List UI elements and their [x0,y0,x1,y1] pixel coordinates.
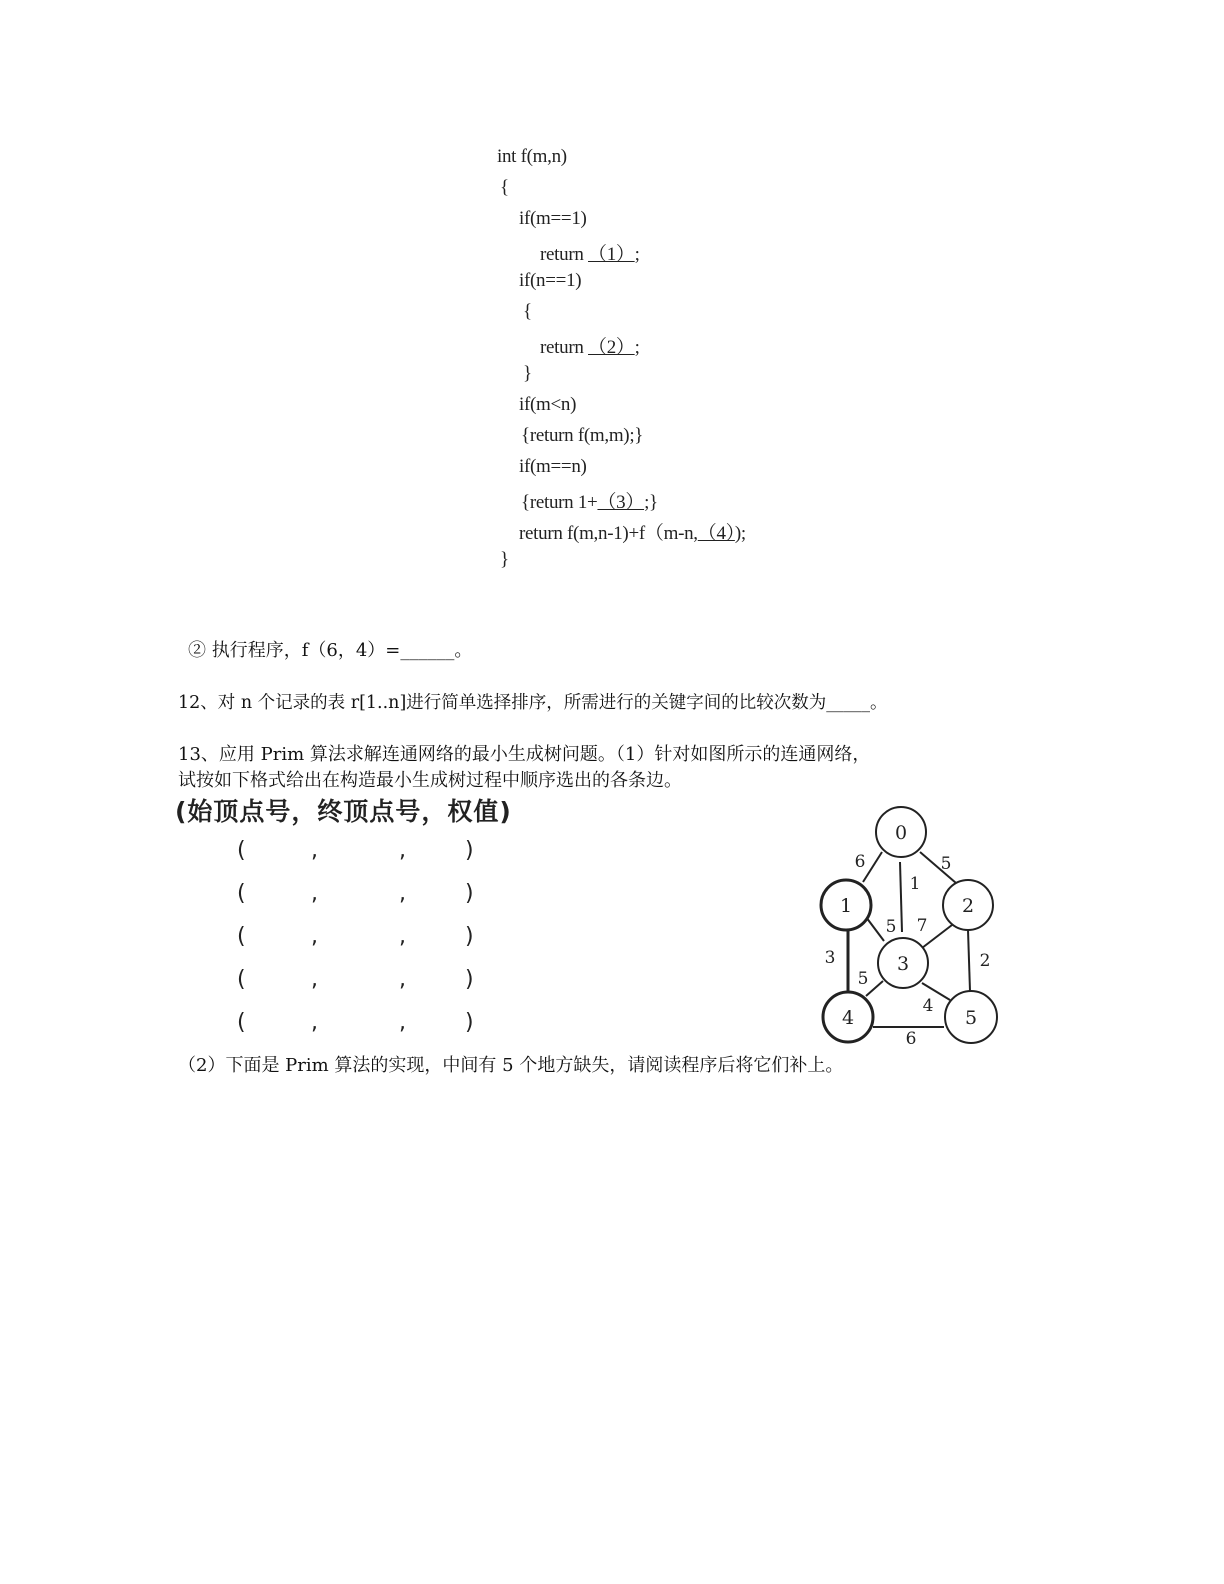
tuple-comma: , [311,881,318,906]
weight-3-5: 4 [922,996,934,1016]
tuple-close: ) [465,1010,474,1035]
tuple-open: ( [237,924,246,949]
code-line-inner-open-brace: { [523,301,532,322]
edge-2-5 [968,930,970,991]
question-12: 12、对 n 个记录的表 r[1..n]进行简单选择排序，所需进行的关键字间的比较次数为_____。 [178,693,888,713]
question-13-line-1: 13、应用 Prim 算法求解连通网络的最小生成树问题。（1）针对如图所示的连通网络， [178,744,871,765]
tuple-comma: , [399,967,406,992]
network-graph [812,800,1012,1052]
code-line-open-brace: { [500,177,509,198]
tuple-comma: , [399,924,406,949]
tuple-open: ( [237,967,246,992]
edge-0-3 [900,862,902,932]
code-line-if-m1: if(m==1) [519,208,587,229]
answer-tuple-1 [237,838,487,868]
answer-tuple-4 [237,967,487,997]
weight-0-3: 1 [909,874,921,894]
tuple-open: ( [237,838,246,863]
tuple-close: ) [465,967,474,992]
node-label-4: 4 [841,1007,855,1029]
node-label-1: 1 [839,895,853,917]
edge-0-1 [863,852,882,882]
weight-1-3: 5 [885,917,897,937]
node-label-5: 5 [964,1007,978,1029]
tuple-comma: , [311,924,318,949]
return-keyword: {return 1+ [521,492,598,513]
return-expression: return f(m,n-1)+f（m-n, [519,523,698,544]
tuple-comma: , [311,967,318,992]
tuple-close: ) [465,924,474,949]
edge-3-4 [866,981,883,996]
blank-3: （3） [597,492,645,513]
blank-2: （2） [588,337,635,358]
tuple-close: ) [465,881,474,906]
blank-1: （1） [588,244,635,265]
tuple-comma: , [399,1010,406,1035]
node-label-3: 3 [896,953,910,975]
tuple-comma: , [311,1010,318,1035]
edge-1-3 [866,917,884,941]
tuple-comma: , [399,881,406,906]
weight-4-5: 6 [905,1029,917,1049]
weight-3-4: 5 [857,969,869,989]
tuple-comma: , [399,838,406,863]
tuple-open: ( [237,881,246,906]
weight-0-1: 6 [854,852,866,872]
weight-0-2: 5 [940,854,952,874]
return-keyword: return [540,244,589,265]
tuple-comma: , [311,838,318,863]
edge-format-title: (始顶点号，终顶点号，权值) [175,797,512,826]
return-keyword: return [540,337,589,358]
answer-tuple-3 [237,924,487,954]
weight-2-5: 2 [979,951,991,971]
code-tail-4: ); [734,523,746,544]
node-label-2: 2 [961,895,975,917]
code-line-return-4 [519,518,746,545]
code-line-return-2 [540,332,640,359]
code-tail-2: ; [634,337,640,358]
code-line-if-m-lt-n: if(m<n) [519,394,577,415]
code-tail-3: ;} [644,492,658,513]
code-line-return-3 [521,487,658,514]
code-line-return-fmm: {return f(m,m);} [521,425,644,446]
code-line-inner-close-brace: } [523,363,532,384]
question-13-line-2: 试按如下格式给出在构造最小生成树过程中顺序选出的各条边。 [178,770,682,791]
tuple-close: ) [465,838,474,863]
question-11-part-2: ② 执行程序，f（6，4）=______。 [188,640,473,661]
tuple-open: ( [237,1010,246,1035]
code-line-close-brace: } [500,549,509,570]
code-line-signature: int f(m,n) [497,146,567,167]
weight-1-4: 3 [824,948,836,968]
weight-2-3: 7 [916,916,928,936]
code-tail-1: ; [634,244,640,265]
question-13-part-2: （2）下面是 Prim 算法的实现，中间有 5 个地方缺失，请阅读程序后将它们补上。 [178,1055,844,1076]
code-line-if-n1: if(n==1) [519,270,582,291]
answer-tuple-5 [237,1010,487,1040]
answer-tuple-2 [237,881,487,911]
node-label-0: 0 [894,822,908,844]
code-line-return-1 [540,239,640,266]
blank-4: （4） [697,523,735,544]
code-line-if-m-eq-n: if(m==n) [519,456,587,477]
